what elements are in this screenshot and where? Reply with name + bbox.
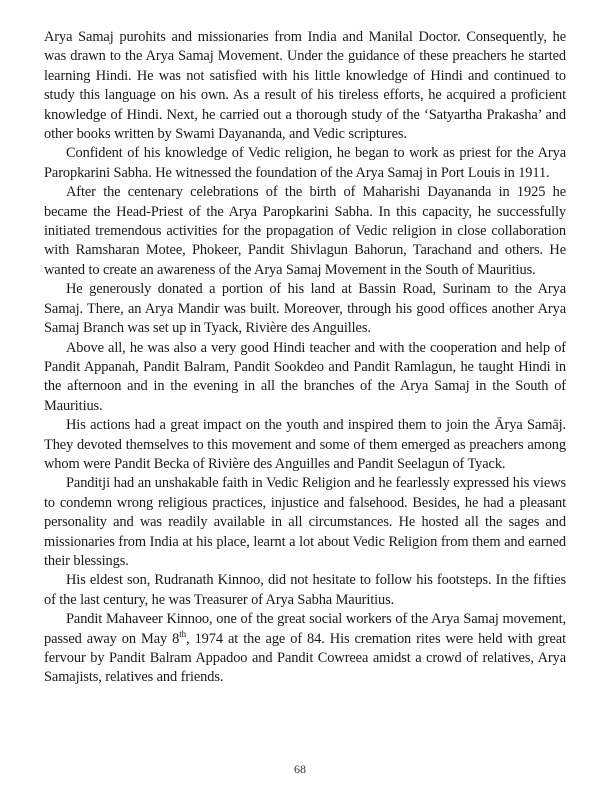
- paragraph: Arya Samaj purohits and missionaries from India and Manilal Doctor. Consequently, he was drawn to the Arya Samaj Movement. Under the guidance of these preachers he started learning Hindi. He was not satisfied with his little knowledge of Hindi and continued to study this language on his own. As a result of his tireless efforts, he acquired a proficient knowledge of Hindi. Next, he carried out a thorough study of the ‘Satyartha Prakasha’ and other books written by Swami Dayananda, and Vedic scriptures.: [44, 29, 566, 143]
- paragraph-text: , 1974 at the age of 84. His cremation rites were held with great fervour by Pandit Balram Appadoo and Pandit Cowreea amidst a crowd of relatives, Arya Samajists, relatives and friends.: [44, 630, 566, 686]
- paragraph: Panditji had an unshakable faith in Vedic Religion and he fearlessly expressed his views to condemn wrong religious practices, injustice and falsehood. Besides, he had a pleasant personality and was readily available in all circumstances. He hosted all the sages and missionaries from India at his place, learnt a lot about Vedic Religion from them and earned their blessings.: [44, 475, 566, 569]
- paragraph-last: [44, 610, 566, 688]
- page-number: 68: [294, 762, 306, 776]
- paragraph: He generously donated a portion of his land at Bassin Road, Surinam to the Arya Samaj. There, an Arya Mandir was built. Moreover, through his good offices another Arya Samaj Branch was set up in Tyack, Rivière des Anguilles.: [44, 281, 566, 337]
- paragraph-text: Pandit Mahaveer Kinnoo, one of the great social workers of the Arya Samaj movement, passed away on May 8: [44, 611, 566, 647]
- paragraph: Above all, he was also a very good Hindi teacher and with the cooperation and help of Pandit Appanah, Pandit Balram, Pandit Sookdeo and Pandit Ramlagun, he taught Hindi in the afternoon and in the evening in all the branches of the Arya Samaj in the South of Mauritius.: [44, 339, 566, 414]
- ordinal-suffix: th: [179, 628, 187, 639]
- paragraph: Confident of his knowledge of Vedic religion, he began to work as priest for the Arya Paropkarini Sabha. He witnessed the foundation of the Arya Samaj in Port Louis in 1911.: [44, 145, 566, 181]
- paragraph: After the centenary celebrations of the birth of Maharishi Dayananda in 1925 he became the Head-Priest of the Arya Paropkarini Sabha. In this capacity, he successfully initiated tremendous activities for the propagation of Vedic religion in close collaboration with Ramsharan Motee, Phokeer, Pandit Shivlagun Bahorun, Tarachand and others. He wanted to create an awareness of the Arya Samaj Movement in the South of Mauritius.: [44, 184, 566, 278]
- page-body: [44, 28, 566, 688]
- paragraph: His actions had a great impact on the youth and inspired them to join the Ārya Samāj. They devoted themselves to this movement and some of them emerged as preachers among whom were Pandit Becka of Rivière des Anguilles and Pandit Seelagun of Tyack.: [44, 417, 566, 472]
- paragraph: His eldest son, Rudranath Kinnoo, did not hesitate to follow his footsteps. In the fifties of the last century, he was Treasurer of Arya Sabha Mauritius.: [44, 572, 566, 608]
